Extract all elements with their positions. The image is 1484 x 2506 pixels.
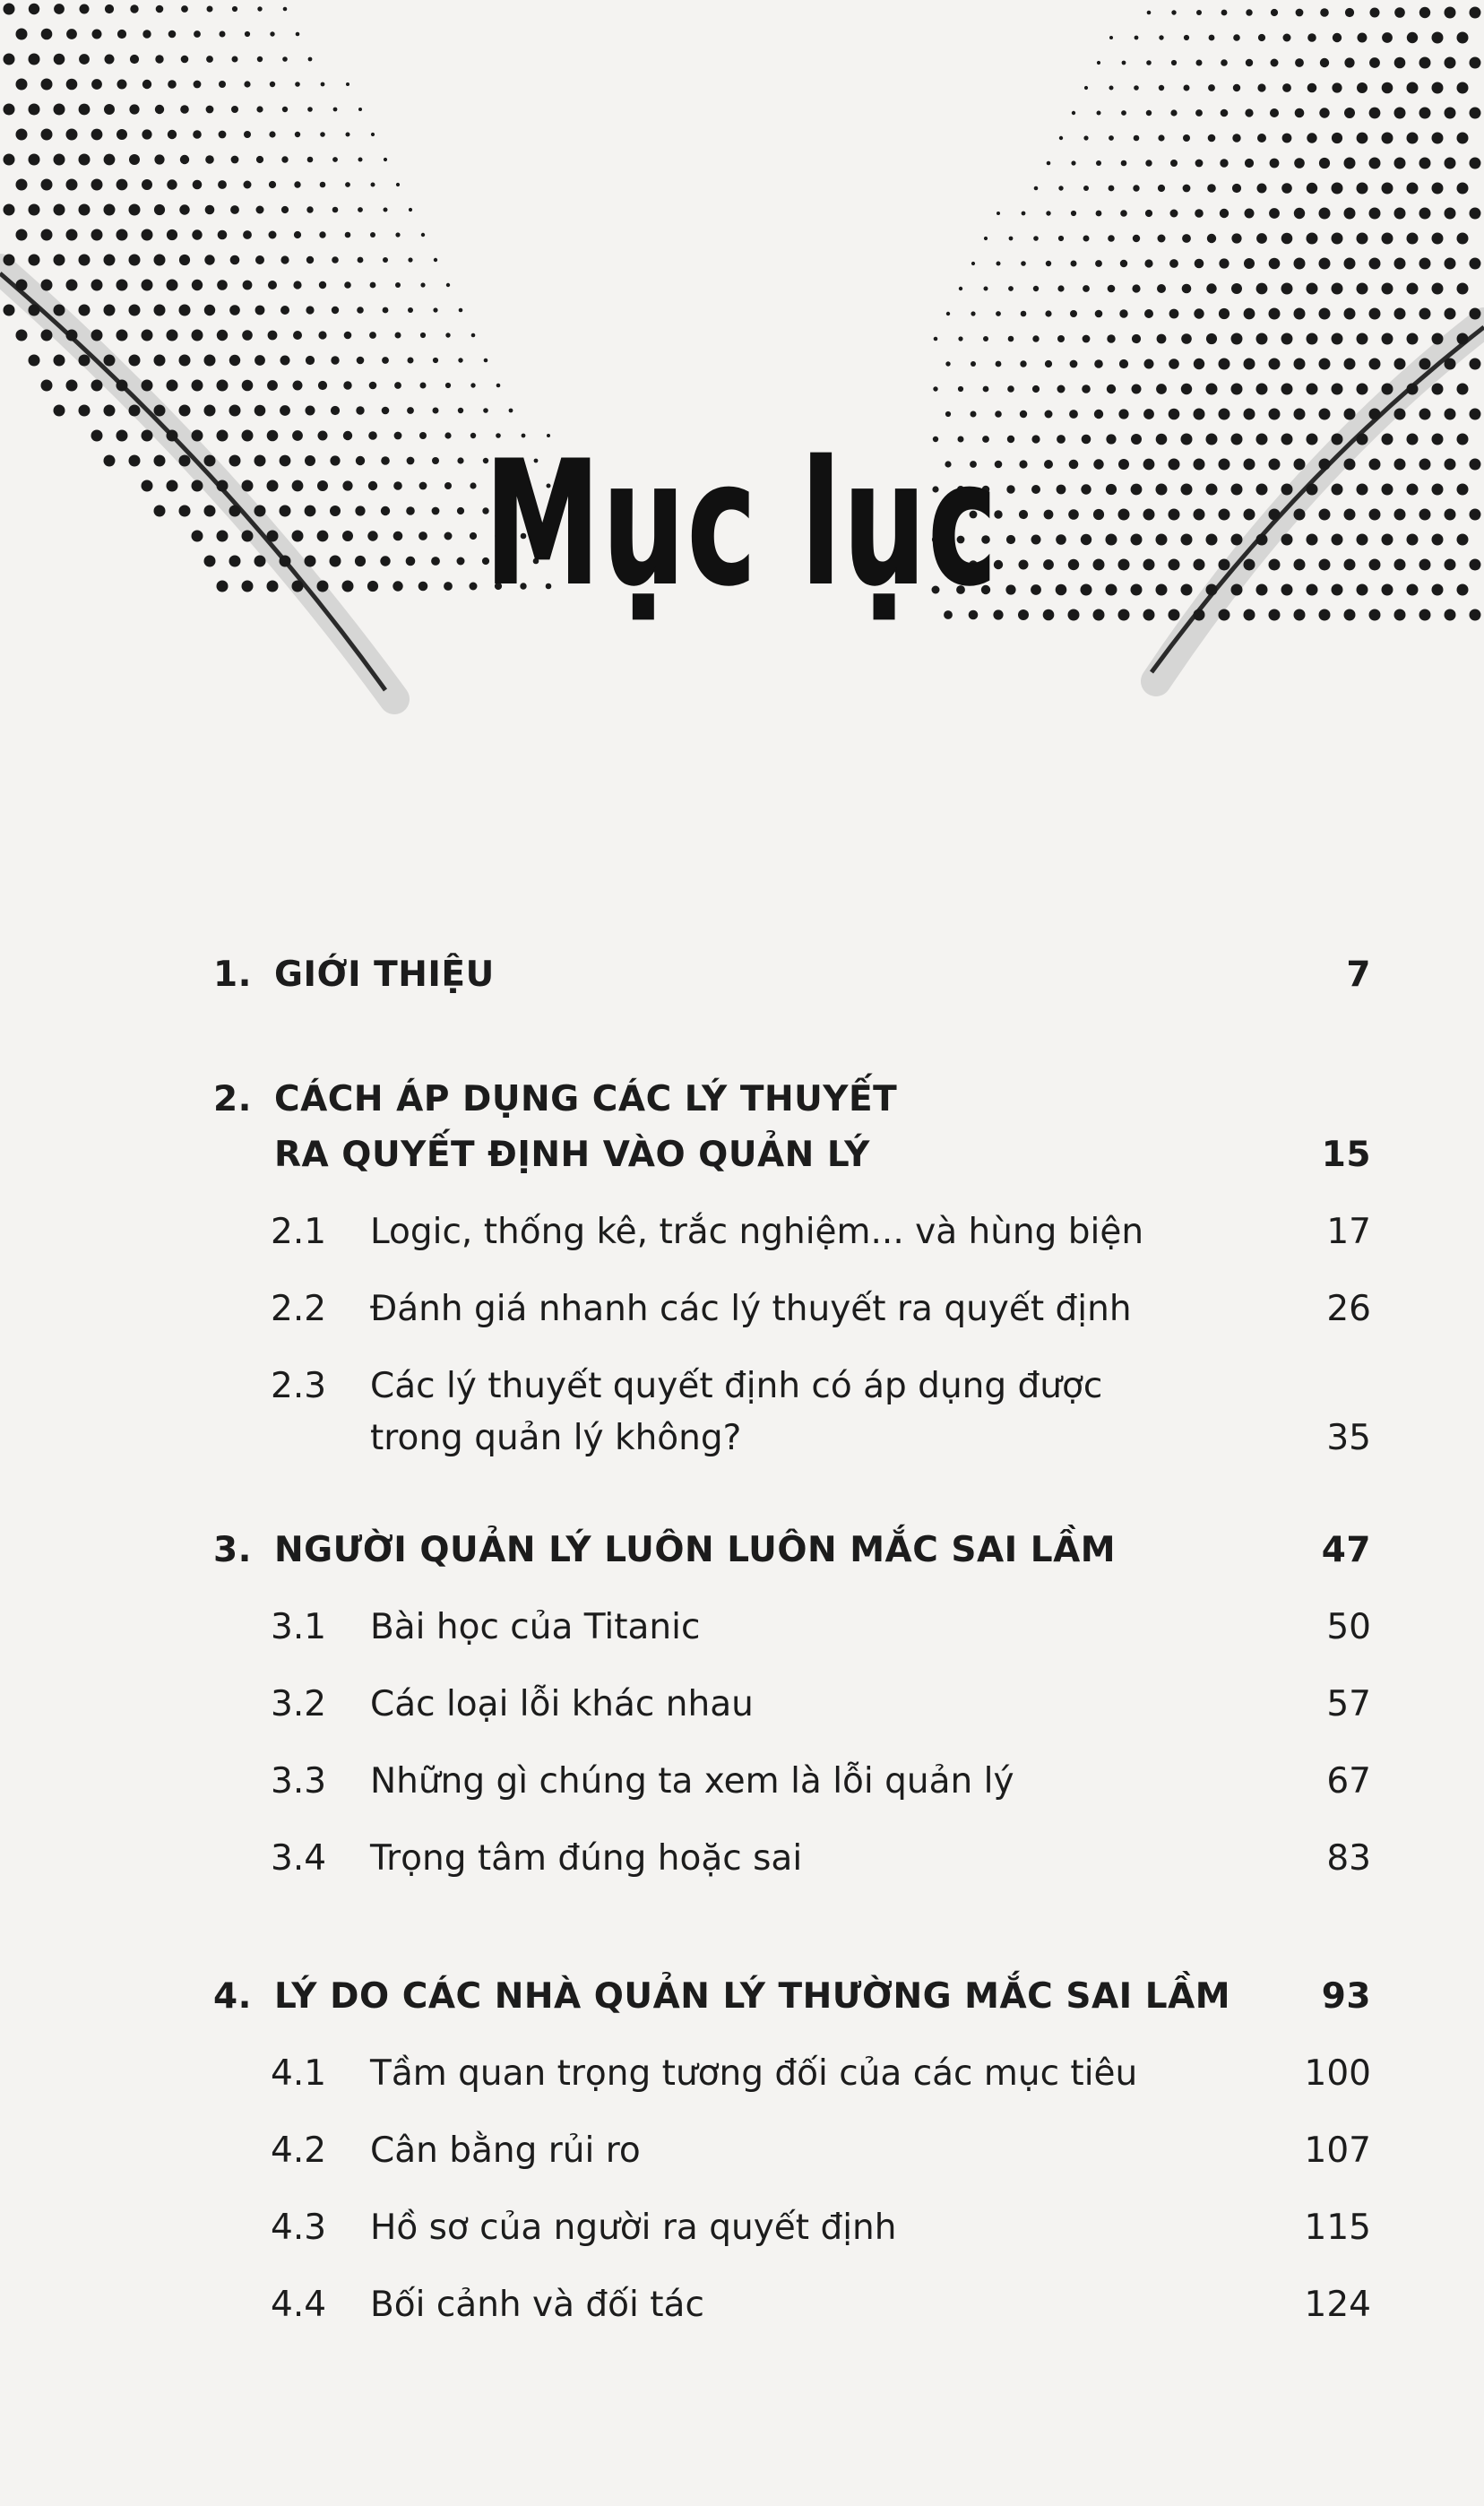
section-number: 4.4 bbox=[271, 2285, 327, 2325]
section-title-line: Bối cảnh và đối tác bbox=[370, 2285, 704, 2325]
section-number: 3.4 bbox=[271, 1838, 327, 1879]
section-number: 4.1 bbox=[271, 2053, 327, 2094]
section-page-number: 35 bbox=[1326, 1418, 1371, 1458]
section-title-line: trong quản lý không? bbox=[370, 1418, 742, 1458]
chapter-title-line: NGƯỜI QUẢN LÝ LUÔN LUÔN MẮC SAI LẦM bbox=[274, 1530, 1117, 1570]
section-title-line: Đánh giá nhanh các lý thuyết ra quyết định bbox=[370, 1289, 1132, 1329]
section-page-number: 57 bbox=[1326, 1684, 1371, 1724]
chapter-title-line: CÁCH ÁP DỤNG CÁC LÝ THUYẾT bbox=[274, 1079, 898, 1119]
section-title-line: Cân bằng rủi ro bbox=[370, 2130, 641, 2171]
section-number: 2.3 bbox=[271, 1366, 327, 1406]
section-number: 3.3 bbox=[271, 1761, 327, 1802]
chapter-number: 2. bbox=[213, 1079, 252, 1119]
section-number: 3.1 bbox=[271, 1607, 327, 1647]
section-number: 4.3 bbox=[271, 2208, 327, 2248]
chapter-number: 3. bbox=[213, 1530, 252, 1570]
section-title-line: Các loại lỗi khác nhau bbox=[370, 1684, 754, 1724]
section-page-number: 124 bbox=[1304, 2285, 1371, 2325]
section-title-line: Bài học của Titanic bbox=[370, 1607, 701, 1647]
section-page-number: 67 bbox=[1326, 1761, 1371, 1802]
chapter-page-number: 47 bbox=[1321, 1530, 1371, 1570]
section-page-number: 100 bbox=[1304, 2053, 1371, 2094]
section-page-number: 26 bbox=[1326, 1289, 1371, 1329]
chapter-title-line: LÝ DO CÁC NHÀ QUẢN LÝ THƯỜNG MẮC SAI LẦM bbox=[274, 1976, 1231, 2017]
section-page-number: 115 bbox=[1304, 2208, 1371, 2248]
chapter-number: 4. bbox=[213, 1976, 252, 2017]
section-page-number: 17 bbox=[1326, 1212, 1371, 1252]
section-title-line: Logic, thống kê, trắc nghiệm... và hùng biện bbox=[370, 1212, 1144, 1252]
section-page-number: 83 bbox=[1326, 1838, 1371, 1879]
chapter-page-number: 15 bbox=[1321, 1135, 1371, 1175]
chapter-title-line: RA QUYẾT ĐỊNH VÀO QUẢN LÝ bbox=[274, 1135, 870, 1175]
page-title: Mục lục bbox=[484, 425, 1000, 623]
section-title-line: Các lý thuyết quyết định có áp dụng được bbox=[370, 1366, 1103, 1406]
section-number: 2.1 bbox=[271, 1212, 327, 1252]
section-title-line: Trọng tâm đúng hoặc sai bbox=[370, 1838, 803, 1879]
section-page-number: 107 bbox=[1304, 2130, 1371, 2171]
section-number: 4.2 bbox=[271, 2130, 327, 2171]
section-title-line: Những gì chúng ta xem là lỗi quản lý bbox=[370, 1761, 1014, 1802]
chapter-title-line: GIỚI THIỆU bbox=[274, 955, 495, 995]
section-page-number: 50 bbox=[1326, 1607, 1371, 1647]
chapter-page-number: 7 bbox=[1346, 955, 1371, 995]
section-number: 2.2 bbox=[271, 1289, 327, 1329]
section-number: 3.2 bbox=[271, 1684, 327, 1724]
section-title-line: Tầm quan trọng tương đối của các mục tiêu bbox=[370, 2053, 1138, 2094]
chapter-page-number: 93 bbox=[1321, 1976, 1371, 2017]
section-title-line: Hồ sơ của người ra quyết định bbox=[370, 2208, 897, 2248]
chapter-number: 1. bbox=[213, 955, 252, 995]
